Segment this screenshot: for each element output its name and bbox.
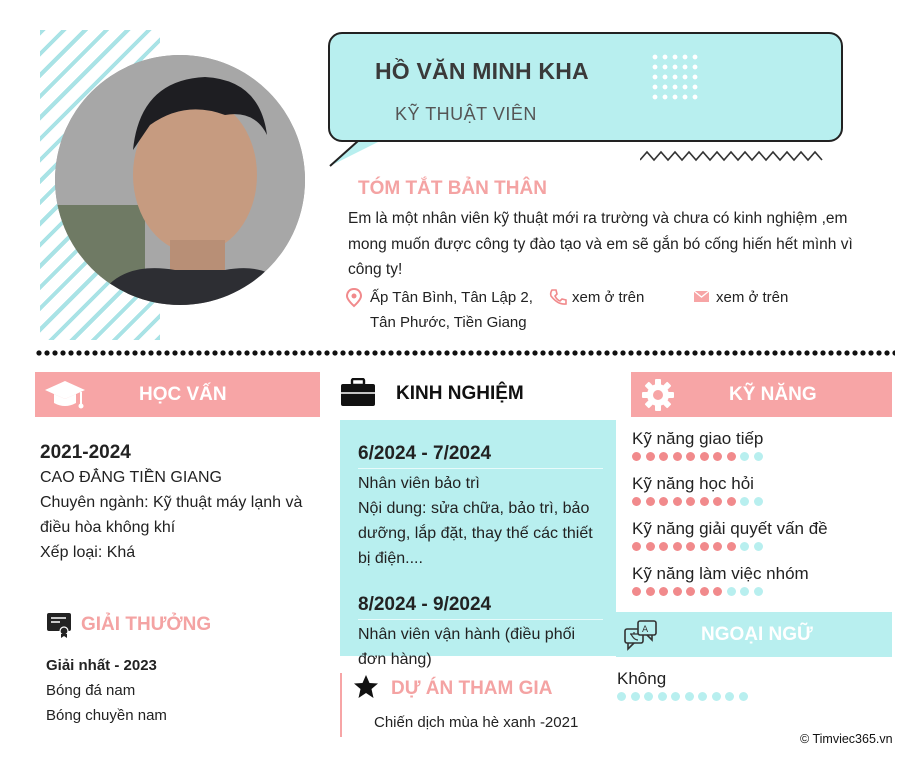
experience-title: KINH NGHIỆM — [396, 383, 524, 404]
skill-dot-filled — [713, 497, 722, 506]
experience-position: Nhân viên bảo trì — [358, 475, 480, 492]
skill-dot-filled — [673, 587, 682, 596]
location-icon — [346, 288, 362, 308]
skill-dot-empty — [754, 452, 763, 461]
gear-icon — [641, 378, 675, 412]
skill-dot-filled — [632, 452, 641, 461]
language-dot-empty — [644, 692, 653, 701]
skill-name: Kỹ năng giao tiếp — [632, 429, 764, 448]
education-header — [35, 372, 320, 417]
experience-position: Nhân viên vận hành (điều phối đơn hàng) — [358, 626, 576, 668]
award-item: Bóng đá nam — [46, 682, 136, 699]
experience-item — [358, 440, 603, 571]
skill-level-dots — [632, 587, 763, 596]
skill-dot-filled — [673, 497, 682, 506]
project-item: Chiến dịch mùa hè xanh -2021 — [374, 714, 579, 731]
skill-level-dots — [632, 497, 763, 506]
skill-dot-filled — [632, 497, 641, 506]
skill-dot-filled — [632, 587, 641, 596]
skill-dot-filled — [659, 542, 668, 551]
address-line-1: Ấp Tân Bình, Tân Lập 2, — [370, 289, 533, 306]
language-dot-empty — [685, 692, 694, 701]
skill-dot-filled — [659, 497, 668, 506]
certificate-icon — [46, 612, 72, 638]
award-item: Giải nhất - 2023 — [46, 657, 157, 674]
skill-dot-filled — [673, 542, 682, 551]
language-dot-empty — [739, 692, 748, 701]
skill-dot-filled — [686, 497, 695, 506]
summary-title: TÓM TẮT BẢN THÂN — [358, 178, 547, 199]
skill-dot-filled — [686, 587, 695, 596]
skill-dot-filled — [673, 452, 682, 461]
email-icon — [693, 290, 710, 303]
skill-dot-filled — [646, 587, 655, 596]
section-divider — [35, 350, 895, 356]
skill-dot-empty — [740, 587, 749, 596]
award-item: Bóng chuyền nam — [46, 707, 167, 724]
skill-dot-filled — [713, 452, 722, 461]
education-major: Chuyên ngành: Kỹ thuật máy lạnh và điều hòa không khí — [40, 494, 303, 536]
copyright: © Timviec365.vn — [800, 732, 893, 746]
phone-icon — [549, 288, 567, 306]
skill-dot-filled — [686, 452, 695, 461]
language-dot-empty — [698, 692, 707, 701]
skill-dot-filled — [659, 452, 668, 461]
skill-name: Kỹ năng giải quyết vấn đề — [632, 519, 828, 538]
language-dot-empty — [658, 692, 667, 701]
skill-dot-filled — [713, 542, 722, 551]
skill-dot-filled — [646, 542, 655, 551]
language-level-dots — [617, 692, 748, 701]
bubble-tail — [326, 138, 386, 170]
skill-dot-filled — [727, 542, 736, 551]
decorative-dot-grid — [650, 52, 700, 102]
language-dot-empty — [671, 692, 680, 701]
skill-dot-filled — [700, 587, 709, 596]
skills-header — [631, 372, 892, 417]
skill-dot-filled — [727, 452, 736, 461]
skill-dot-filled — [659, 587, 668, 596]
projects-accent-bar — [340, 673, 342, 737]
skill-dot-filled — [686, 542, 695, 551]
skill-dot-filled — [646, 452, 655, 461]
skill-dot-empty — [754, 542, 763, 551]
decorative-zigzag — [640, 148, 826, 164]
education-school: CAO ĐẲNG TIỀN GIANG — [40, 469, 222, 486]
language-dot-empty — [725, 692, 734, 701]
education-year: 2021-2024 — [40, 442, 131, 463]
translate-icon — [624, 619, 658, 651]
address-line-2: Tân Phước, Tiền Giang — [370, 314, 527, 331]
skill-level-dots — [632, 542, 763, 551]
profile-photo — [55, 55, 305, 305]
experience-period: 6/2024 - 7/2024 — [358, 440, 603, 469]
graduation-cap-icon — [43, 378, 87, 412]
experience-description: Nội dung: sửa chữa, bảo trì, bảo dưỡng, lắp đặt, thay thế các thiết bị điện.... — [358, 500, 593, 567]
language-dot-empty — [617, 692, 626, 701]
skill-name: Kỹ năng học hỏi — [632, 474, 754, 493]
skill-dot-filled — [632, 542, 641, 551]
skill-dot-filled — [727, 497, 736, 506]
skill-dot-empty — [754, 497, 763, 506]
star-icon — [353, 674, 379, 699]
languages-header — [616, 612, 892, 657]
experience-period: 8/2024 - 9/2024 — [358, 591, 603, 620]
candidate-role: KỸ THUẬT VIÊN — [395, 104, 537, 124]
language-value: Không — [617, 669, 667, 688]
projects-title: DỰ ÁN THAM GIA — [391, 678, 553, 699]
skill-dot-filled — [713, 587, 722, 596]
awards-title: GIẢI THƯỞNG — [81, 614, 212, 635]
skill-name: Kỹ năng làm việc nhóm — [632, 564, 809, 583]
education-grade: Xếp loại: Khá — [40, 544, 136, 561]
language-dot-empty — [712, 692, 721, 701]
experience-item — [358, 591, 603, 672]
candidate-name: HỒ VĂN MINH KHA — [375, 58, 589, 84]
summary-text: Em là một nhân viên kỹ thuật mới ra trường và chưa có kinh nghiệm ,em mong muốn được công ty đào tạo và em sẽ gắn bó cống hiến hết mình vì công ty! — [348, 210, 853, 278]
language-dot-empty — [631, 692, 640, 701]
skill-dot-filled — [700, 542, 709, 551]
skills-title: KỸ NĂNG — [729, 383, 817, 405]
skill-dot-filled — [700, 497, 709, 506]
email-text: xem ở trên — [716, 289, 789, 306]
svg-text:A: A — [642, 624, 649, 635]
skill-dot-empty — [740, 497, 749, 506]
skill-dot-filled — [700, 452, 709, 461]
skill-dot-filled — [646, 497, 655, 506]
education-entry — [40, 440, 320, 565]
header-bubble — [328, 32, 843, 142]
briefcase-icon — [340, 378, 376, 408]
phone-text: xem ở trên — [572, 289, 645, 306]
languages-title: NGOẠI NGỮ — [701, 623, 813, 645]
skill-dot-empty — [740, 542, 749, 551]
education-title: HỌC VẤN — [139, 383, 227, 405]
skill-dot-empty — [727, 587, 736, 596]
skill-dot-empty — [740, 452, 749, 461]
skill-level-dots — [632, 452, 763, 461]
awards-list — [46, 653, 167, 728]
skill-dot-empty — [754, 587, 763, 596]
